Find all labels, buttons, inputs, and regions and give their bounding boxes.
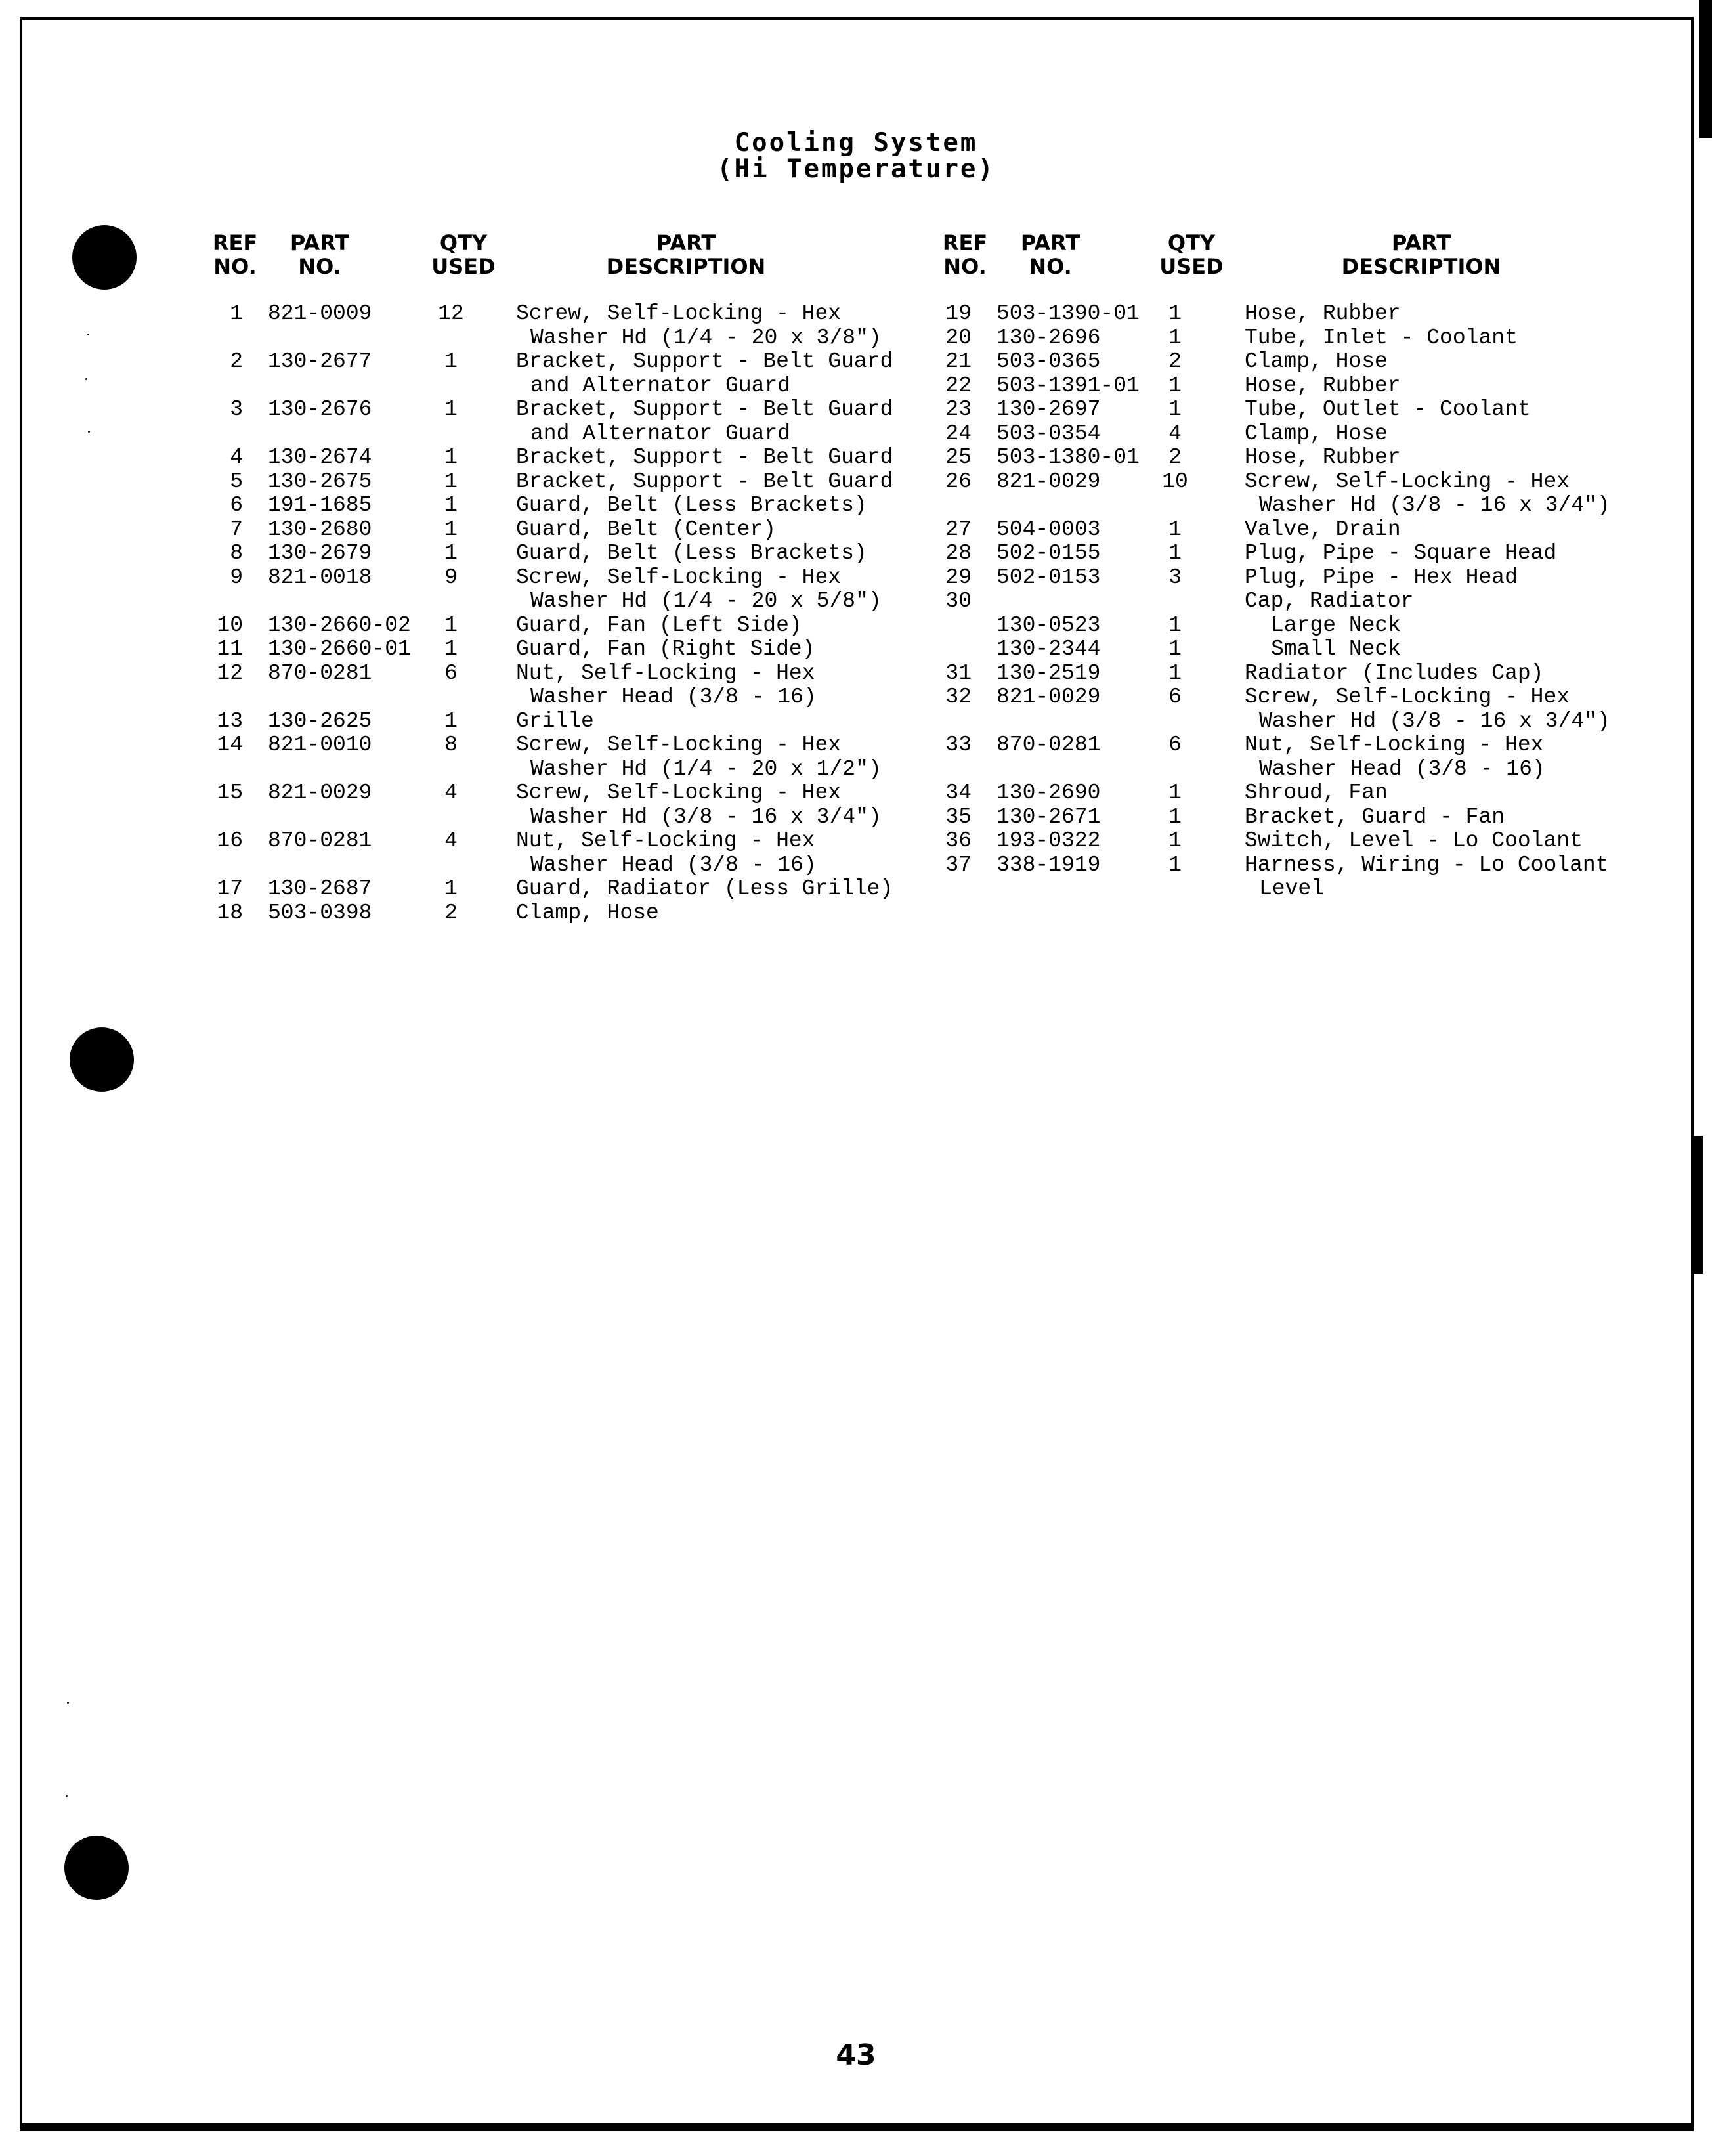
ref-number: 25	[945, 445, 972, 469]
part-description: Washer Head (3/8 - 16)	[530, 852, 817, 877]
part-description: Bracket, Support - Belt Guard	[516, 445, 893, 469]
parts-table-left	[210, 302, 972, 925]
part-description: Screw, Self-Locking - Hex	[516, 733, 842, 757]
ref-number: 22	[945, 373, 972, 398]
part-number: 821-0029	[996, 685, 1101, 709]
part-number: 130-0523	[996, 613, 1101, 637]
part-number: 130-2697	[996, 397, 1101, 421]
table-row	[939, 518, 1700, 542]
ref-number: 8	[230, 541, 243, 565]
part-number: 821-0010	[268, 733, 372, 757]
ref-number: 16	[217, 829, 243, 853]
part-description: Nut, Self-Locking - Hex	[516, 829, 815, 853]
ref-number: 35	[945, 804, 972, 829]
part-description: Bracket, Support - Belt Guard	[516, 469, 893, 494]
part-number: 870-0281	[268, 829, 372, 853]
part-number: 338-1919	[996, 852, 1101, 877]
header-text: USED	[431, 254, 496, 279]
table-row	[939, 398, 1700, 422]
table-row	[210, 398, 972, 422]
ref-number: 26	[945, 469, 972, 494]
ref-number: 9	[230, 565, 243, 590]
part-number: 130-2696	[996, 325, 1101, 350]
scan-speck	[85, 378, 87, 380]
table-row	[210, 614, 972, 638]
ref-number: 5	[230, 469, 243, 494]
table-row	[210, 781, 972, 806]
table-row	[939, 806, 1700, 830]
table-row	[939, 302, 1700, 326]
table-row	[939, 470, 1700, 494]
part-number: 130-2660-02	[268, 613, 411, 637]
part-description: Washer Hd (1/4 - 20 x 5/8")	[530, 589, 882, 613]
part-description: Guard, Belt (Less Brackets)	[516, 493, 867, 517]
ref-number: 15	[217, 781, 243, 805]
table-row	[939, 374, 1700, 399]
quantity-used: 12	[438, 301, 464, 326]
scan-edge-mark	[1694, 1136, 1703, 1274]
page-title	[0, 130, 1712, 183]
part-number: 130-2677	[268, 349, 372, 374]
part-description: Guard, Belt (Less Brackets)	[516, 541, 867, 565]
part-description: Washer Hd (1/4 - 20 x 1/2")	[530, 756, 882, 781]
part-description: Clamp, Hose	[516, 900, 659, 925]
ref-number: 7	[230, 517, 243, 542]
title-line-2: (Hi Temperature)	[717, 154, 995, 184]
part-description: Plug, Pipe - Hex Head	[1245, 565, 1518, 590]
header-text: QTY	[439, 230, 488, 255]
ref-number: 21	[945, 349, 972, 374]
table-row-continuation	[210, 374, 972, 399]
quantity-used: 1	[1168, 397, 1182, 421]
header-ref-left	[209, 231, 261, 278]
table-row-continuation	[210, 590, 972, 614]
quantity-used: 2	[1168, 349, 1182, 374]
table-row	[939, 733, 1700, 758]
ref-number: 19	[945, 301, 972, 326]
table-row-continuation	[939, 494, 1700, 518]
table-row	[210, 470, 972, 494]
part-number: 503-0354	[996, 421, 1101, 446]
quantity-used: 2	[1168, 445, 1182, 469]
header-text: DESCRIPTION	[606, 254, 766, 279]
quantity-used: 1	[444, 397, 458, 421]
quantity-used: 1	[1168, 373, 1182, 398]
quantity-used: 4	[444, 829, 458, 853]
part-description: Tube, Outlet - Coolant	[1245, 397, 1531, 421]
quantity-used: 10	[1162, 469, 1188, 494]
table-row	[210, 542, 972, 566]
header-part-right	[1014, 231, 1086, 278]
punch-hole-top	[72, 225, 137, 290]
scan-speck	[67, 1702, 69, 1704]
table-row-continuation	[939, 877, 1700, 901]
part-number: 821-0029	[268, 781, 372, 805]
quantity-used: 6	[1168, 733, 1182, 757]
ref-number: 6	[230, 493, 243, 517]
scan-speck	[66, 1795, 68, 1797]
header-desc-left	[578, 231, 794, 278]
quantity-used: 4	[1168, 421, 1182, 446]
table-row	[210, 494, 972, 518]
quantity-used: 8	[444, 733, 458, 757]
quantity-used: 1	[444, 349, 458, 374]
part-number: 821-0018	[268, 565, 372, 590]
quantity-used: 1	[1168, 660, 1182, 685]
table-row	[210, 901, 972, 926]
part-description: Bracket, Support - Belt Guard	[516, 349, 893, 374]
part-number: 130-2671	[996, 804, 1101, 829]
header-text: REF	[942, 230, 988, 255]
quantity-used: 6	[1168, 685, 1182, 709]
table-row	[210, 733, 972, 758]
quantity-used: 2	[444, 900, 458, 925]
ref-number: 3	[230, 397, 243, 421]
table-row	[939, 662, 1700, 686]
part-number: 191-1685	[268, 493, 372, 517]
part-description: Harness, Wiring - Lo Coolant	[1245, 852, 1609, 877]
quantity-used: 1	[444, 637, 458, 661]
part-number: 130-2660-01	[268, 637, 411, 661]
part-number: 503-1390-01	[996, 301, 1140, 326]
table-row	[939, 853, 1700, 878]
part-number: 130-2625	[268, 708, 372, 733]
ref-number: 37	[945, 852, 972, 877]
ref-number: 23	[945, 397, 972, 421]
ref-number: 14	[217, 733, 243, 757]
part-description: Level	[1259, 876, 1325, 901]
header-text: USED	[1159, 254, 1224, 279]
table-row-continuation	[210, 326, 972, 351]
table-row	[210, 566, 972, 590]
part-number: 821-0029	[996, 469, 1101, 494]
part-number: 870-0281	[996, 733, 1101, 757]
part-description: and Alternator Guard	[530, 421, 791, 446]
part-description: Grille	[516, 708, 594, 733]
part-number: 130-2344	[996, 637, 1101, 661]
table-row	[210, 662, 972, 686]
quantity-used: 1	[1168, 829, 1182, 853]
table-row	[939, 590, 1700, 614]
part-number: 503-0365	[996, 349, 1101, 374]
part-description: Cap, Radiator	[1245, 589, 1414, 613]
page-number: 43	[836, 2038, 876, 2072]
part-number: 870-0281	[268, 660, 372, 685]
part-description: Switch, Level - Lo Coolant	[1245, 829, 1583, 853]
header-text: REF	[212, 230, 258, 255]
part-number: 502-0155	[996, 541, 1101, 565]
ref-number: 32	[945, 685, 972, 709]
quantity-used: 1	[1168, 804, 1182, 829]
part-number: 130-2676	[268, 397, 372, 421]
ref-number: 12	[217, 660, 243, 685]
part-description: Nut, Self-Locking - Hex	[516, 660, 815, 685]
quantity-used: 1	[1168, 541, 1182, 565]
part-description: Large Neck	[1271, 613, 1402, 637]
part-description: Screw, Self-Locking - Hex	[516, 781, 842, 805]
quantity-used: 4	[444, 781, 458, 805]
part-number: 130-2690	[996, 781, 1101, 805]
table-row	[939, 542, 1700, 566]
part-description: Washer Hd (3/8 - 16 x 3/4")	[1259, 708, 1610, 733]
part-description: Radiator (Includes Cap)	[1245, 660, 1544, 685]
part-description: Bracket, Guard - Fan	[1245, 804, 1505, 829]
ref-number: 11	[217, 637, 243, 661]
quantity-used: 1	[444, 445, 458, 469]
header-text: PART	[1391, 230, 1451, 255]
part-number: 503-0398	[268, 900, 372, 925]
table-row	[939, 326, 1700, 351]
scan-edge-mark	[1699, 0, 1712, 138]
table-row	[210, 518, 972, 542]
table-row	[210, 350, 972, 374]
ref-number: 27	[945, 517, 972, 542]
quantity-used: 1	[444, 876, 458, 901]
table-row-continuation	[210, 685, 972, 710]
header-text: DESCRIPTION	[1341, 254, 1501, 279]
table-row-continuation	[939, 710, 1700, 734]
part-description: Clamp, Hose	[1245, 421, 1388, 446]
part-number: 502-0153	[996, 565, 1101, 590]
ref-number: 18	[217, 900, 243, 925]
part-number: 821-0009	[268, 301, 372, 326]
part-description: Clamp, Hose	[1245, 349, 1388, 374]
part-number: 504-0003	[996, 517, 1101, 542]
part-description: Washer Hd (1/4 - 20 x 3/8")	[530, 325, 882, 350]
header-text: NO.	[943, 254, 987, 279]
ref-number: 36	[945, 829, 972, 853]
quantity-used: 1	[1168, 852, 1182, 877]
table-row-continuation	[939, 758, 1700, 782]
ref-number: 4	[230, 445, 243, 469]
quantity-used: 6	[444, 660, 458, 685]
quantity-used: 1	[444, 541, 458, 565]
scan-speck	[87, 334, 89, 335]
scan-speck	[88, 431, 90, 433]
header-qty-left	[431, 231, 496, 278]
table-row	[939, 422, 1700, 446]
ref-number: 28	[945, 541, 972, 565]
punch-hole-middle	[70, 1027, 134, 1092]
ref-number: 20	[945, 325, 972, 350]
table-row	[939, 829, 1700, 853]
quantity-used: 1	[1168, 613, 1182, 637]
header-text: PART	[656, 230, 716, 255]
header-text: QTY	[1167, 230, 1216, 255]
quantity-used: 1	[1168, 301, 1182, 326]
table-row	[939, 446, 1700, 470]
ref-number: 30	[945, 589, 972, 613]
part-description: Shroud, Fan	[1245, 781, 1388, 805]
header-ref-right	[939, 231, 991, 278]
part-description: Guard, Fan (Right Side)	[516, 637, 815, 661]
part-description: Guard, Belt (Center)	[516, 517, 777, 542]
ref-number: 29	[945, 565, 972, 590]
part-number: 130-2687	[268, 876, 372, 901]
header-qty-right	[1159, 231, 1224, 278]
part-number: 193-0322	[996, 829, 1101, 853]
parts-table-right	[939, 302, 1700, 901]
part-description: Guard, Fan (Left Side)	[516, 613, 802, 637]
table-row	[210, 446, 972, 470]
part-description: Screw, Self-Locking - Hex	[1245, 469, 1570, 494]
title-line-1: Cooling System	[734, 128, 978, 158]
ref-number: 33	[945, 733, 972, 757]
table-row	[210, 302, 972, 326]
ref-number: 17	[217, 876, 243, 901]
table-row-continuation	[210, 806, 972, 830]
quantity-used: 1	[444, 708, 458, 733]
table-row	[939, 350, 1700, 374]
quantity-used: 1	[444, 613, 458, 637]
part-description: Screw, Self-Locking - Hex	[1245, 685, 1570, 709]
ref-number: 2	[230, 349, 243, 374]
table-row	[210, 829, 972, 853]
ref-number: 1	[230, 301, 243, 326]
quantity-used: 9	[444, 565, 458, 590]
table-row-continuation	[939, 614, 1700, 638]
part-description: Screw, Self-Locking - Hex	[516, 565, 842, 590]
quantity-used: 1	[1168, 781, 1182, 805]
part-description: Washer Hd (3/8 - 16 x 3/4")	[1259, 493, 1610, 517]
part-number: 130-2674	[268, 445, 372, 469]
table-row-continuation	[210, 758, 972, 782]
part-description: Hose, Rubber	[1245, 445, 1401, 469]
table-row	[939, 685, 1700, 710]
header-text: NO.	[1029, 254, 1072, 279]
quantity-used: 1	[1168, 517, 1182, 542]
table-row-continuation	[210, 422, 972, 446]
table-row	[939, 781, 1700, 806]
part-number: 503-1380-01	[996, 445, 1140, 469]
quantity-used: 1	[1168, 325, 1182, 350]
part-number: 130-2680	[268, 517, 372, 542]
part-description: Hose, Rubber	[1245, 301, 1401, 326]
table-row-continuation	[939, 637, 1700, 662]
table-row-continuation	[210, 853, 972, 878]
ref-number: 10	[217, 613, 243, 637]
part-description: Valve, Drain	[1245, 517, 1401, 542]
ref-number: 34	[945, 781, 972, 805]
part-description: Washer Head (3/8 - 16)	[1259, 756, 1545, 781]
table-row	[210, 710, 972, 734]
part-description: Bracket, Support - Belt Guard	[516, 397, 893, 421]
header-text: PART	[1020, 230, 1081, 255]
header-desc-right	[1313, 231, 1530, 278]
part-number: 503-1391-01	[996, 373, 1140, 398]
table-row	[939, 566, 1700, 590]
part-description: and Alternator Guard	[530, 373, 791, 398]
ref-number: 24	[945, 421, 972, 446]
header-text: PART	[289, 230, 350, 255]
quantity-used: 1	[444, 517, 458, 542]
part-description: Washer Hd (3/8 - 16 x 3/4")	[530, 804, 882, 829]
punch-hole-bottom	[64, 1836, 129, 1900]
table-row	[210, 637, 972, 662]
quantity-used: 1	[444, 493, 458, 517]
part-description: Nut, Self-Locking - Hex	[1245, 733, 1544, 757]
part-description: Screw, Self-Locking - Hex	[516, 301, 842, 326]
part-description: Hose, Rubber	[1245, 373, 1401, 398]
ref-number: 31	[945, 660, 972, 685]
part-description: Guard, Radiator (Less Grille)	[516, 876, 893, 901]
ref-number: 13	[217, 708, 243, 733]
part-description: Plug, Pipe - Square Head	[1245, 541, 1557, 565]
header-text: NO.	[213, 254, 257, 279]
quantity-used: 1	[444, 469, 458, 494]
part-number: 130-2679	[268, 541, 372, 565]
part-description: Small Neck	[1271, 637, 1402, 661]
header-text: NO.	[298, 254, 341, 279]
part-description: Tube, Inlet - Coolant	[1245, 325, 1518, 350]
part-description: Washer Head (3/8 - 16)	[530, 685, 817, 709]
header-part-left	[284, 231, 356, 278]
quantity-used: 1	[1168, 637, 1182, 661]
part-number: 130-2519	[996, 660, 1101, 685]
table-row	[210, 877, 972, 901]
part-number: 130-2675	[268, 469, 372, 494]
quantity-used: 3	[1168, 565, 1182, 590]
